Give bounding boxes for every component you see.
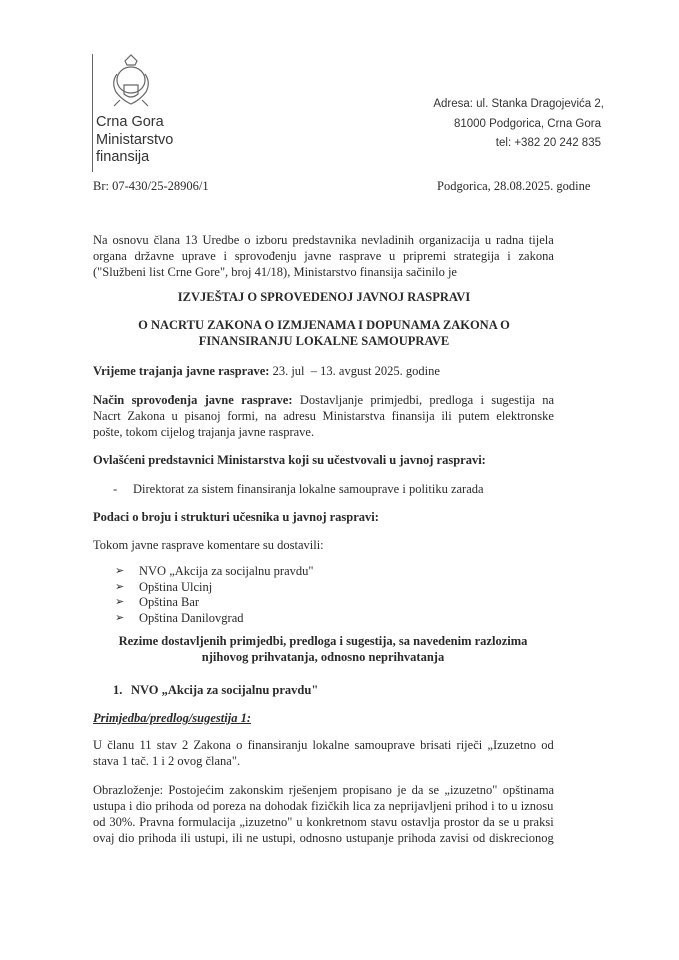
document-subtitle (93, 317, 555, 349)
participant-name: NVO „Akcija za socijalnu pravdu" (139, 564, 314, 578)
participants-heading: Podaci o broju i strukturi učesnika u javnoj raspravi: (93, 510, 379, 524)
method-line: Nacrt Zakona u pisanoj formi, na adresu Ministarstva finansija ili putem elektronske (93, 409, 554, 423)
org-line-ministry: Ministarstvo (96, 131, 174, 148)
letterhead-divider (92, 54, 93, 172)
remark-heading: Primjedba/predlog/sugestija 1: (93, 711, 251, 725)
participant-name: Opština Ulcinj (139, 579, 213, 594)
address-street: Adresa: ul. Stanka Dragojevića 2, (433, 98, 604, 110)
duration (93, 363, 555, 379)
explanation-line: ovaj dio prihoda ili ustupi, ili ne ustupi, odnosno ustupanje prihoda zavisi od diskrecionog (93, 831, 554, 845)
remark-line: stava 1 tač. 1 i 2 ovog člana". (93, 754, 241, 768)
intro-line: organa državne uprave i sprovođenju javne rasprave u pripremi strategija i zakona (93, 249, 554, 263)
address-phone: tel: +382 20 242 835 (495, 137, 601, 149)
section-title: NVO „Akcija za socijalnu pravdu" (131, 683, 319, 697)
section-number: 1. (113, 683, 123, 697)
place-date: Podgorica, 28.08.2025. godine (437, 179, 591, 193)
summary-heading (83, 633, 563, 665)
subtitle-line: O NACRTU ZAKONA O IZMJENAMA I DOPUNAMA ZAKONA O (138, 318, 510, 332)
arrow-bullet-icon: ➢ (115, 565, 125, 577)
subtitle-line: FINANSIRANJU LOKALNE SAMOUPRAVE (198, 334, 450, 348)
method (93, 392, 555, 440)
remark-line: U članu 11 stav 2 Zakona o finansiranju lokalne samouprave brisati riječi „Izuzetno od (93, 738, 554, 752)
representatives-item (113, 481, 484, 497)
intro-paragraph (93, 232, 555, 280)
explanation-line: od 30%. Pravna formulacija „izuzetno" u konkretnom stavu ostavlja prostor da se u praksi (93, 815, 554, 829)
org-line-country: Crna Gora (96, 114, 164, 130)
summary-heading-line: Rezime dostavljenih primjedbi, predloga i sugestija, sa navedenim razlozima (118, 634, 528, 648)
participant-item (115, 564, 314, 580)
method-line (93, 392, 555, 408)
org-name (96, 114, 173, 167)
explanation-line: Obrazloženje: Postojećim zakonskim rješenjem propisano je da se „izuzetno" opštinama (93, 783, 555, 797)
method-text: Dostavljanje primjedbi, predloga i sugestija na (292, 393, 555, 407)
participants-list (115, 564, 314, 626)
org-line-finance: finansija (96, 149, 150, 165)
reference-number: Br: 07-430/25-28906/1 (93, 179, 209, 193)
participant-name: Opština Danilovgrad (139, 610, 244, 625)
arrow-bullet-icon: ➢ (115, 580, 125, 593)
participant-name: Opština Bar (139, 595, 200, 609)
duration-label: Vrijeme trajanja javne rasprave: (93, 364, 270, 378)
participants-intro: Tokom javne rasprave komentare su dostavili: (93, 538, 324, 552)
participant-item (115, 595, 314, 611)
explanation-text (93, 782, 555, 846)
arrow-bullet-icon: ➢ (115, 596, 125, 608)
summary-heading-line: njihovog prihvatanja, odnosno neprihvatanja (201, 650, 445, 664)
section-1-heading (113, 682, 318, 698)
method-line: pošte, tokom cijelog trajanja javne rasprave. (93, 425, 315, 439)
coat-of-arms-icon (108, 52, 154, 110)
dash-bullet-icon: - (113, 482, 118, 496)
arrow-bullet-icon: ➢ (115, 611, 125, 624)
method-label: Način sprovođenja javne rasprave: (93, 393, 293, 407)
representatives-heading: Ovlašćeni predstavnici Ministarstva koji su učestvovali u javnoj raspravi: (93, 453, 486, 467)
address-block (433, 95, 604, 154)
address-city: 81000 Podgorica, Crna Gora (453, 117, 601, 130)
duration-value: 23. jul – 13. avgust 2025. godine (269, 364, 440, 378)
coat-of-arms-logo (108, 52, 154, 110)
participant-item (115, 580, 314, 596)
participant-item (115, 611, 314, 627)
remark-text (93, 737, 555, 769)
intro-line: ("Službeni list Crne Gore", broj 41/18), Ministarstvo finansija sačinilo je (93, 265, 457, 279)
document-title: IZVJEŠTAJ O SPROVEDENOJ JAVNOJ RASPRAVI (177, 290, 471, 304)
intro-line: Na osnovu člana 13 Uredbe o izboru predstavnika nevladinih organizacija u radna tijela (93, 233, 554, 247)
representatives-item-text: Direktorat za sistem finansiranja lokalne samouprave i politiku zarada (133, 482, 484, 496)
explanation-line: ustupa i dio prihoda od poreza na dohodak fizičkih lica za neprijavljeni prihod i to u iznosu (93, 799, 554, 813)
